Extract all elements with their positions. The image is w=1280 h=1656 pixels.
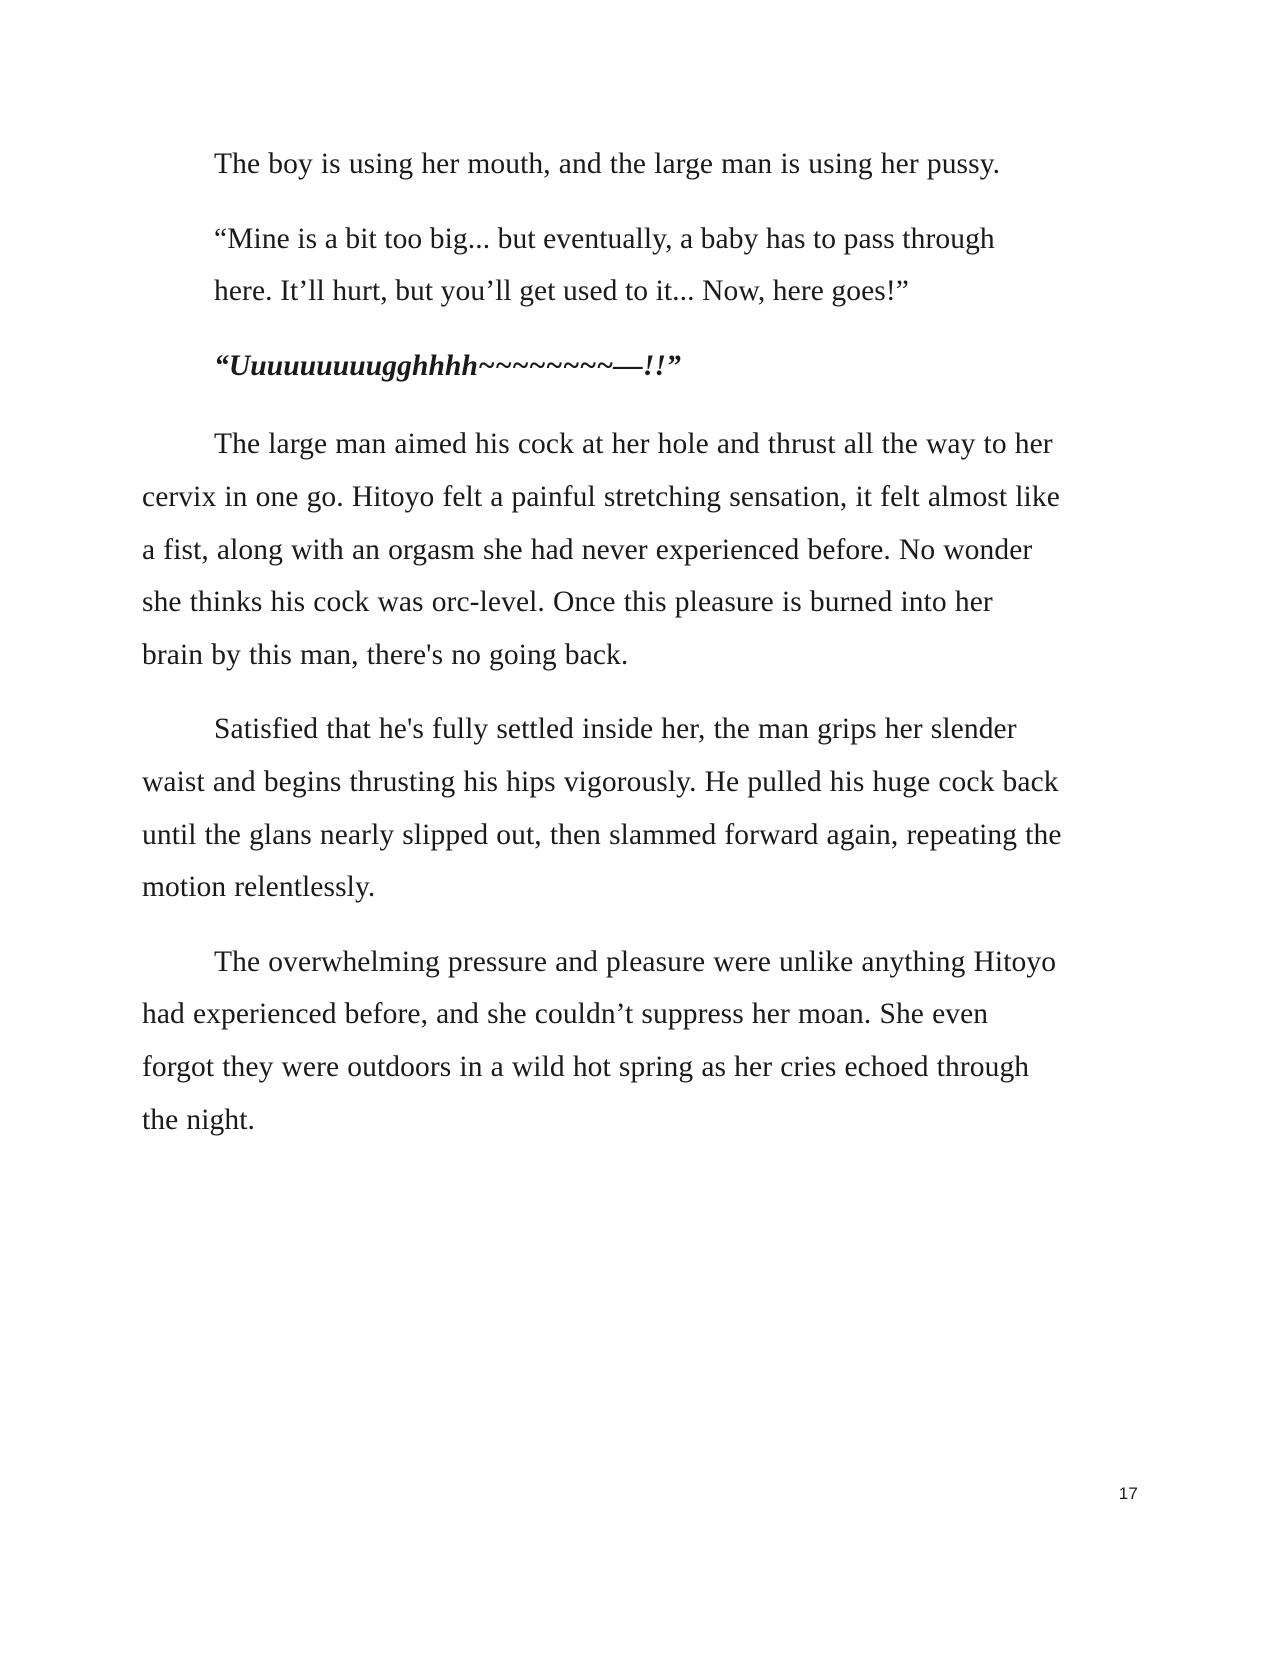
paragraph-2: The large man aimed his cock at her hole and thrust all the way to her cervix in one go. Hitoyo felt a painful stretching sensation, it felt almost like a fist, along with an orgasm she had never experienced before. No wonder she thinks his cock was orc-level. Once this pleasure is burned into her brain by this man, there's no going back.: [142, 428, 1060, 671]
paragraph-1: The boy is using her mouth, and the large man is using her pussy.: [214, 148, 1001, 180]
page-number: 17: [1118, 1484, 1138, 1503]
paragraph-4: The overwhelming pressure and pleasure were unlike anything Hitoyo had experienced before, and she couldn’t suppress her moan. She even forgot they were outdoors in a wild hot spring as her cries echoed through the night.: [142, 945, 1057, 1136]
dialogue-paragraph-1: “Mine is a bit too big... but eventually, a baby has to pass through here. It’ll hurt, but you’ll get used to it... Now, here goes!”: [214, 222, 995, 308]
page-text-column: [142, 138, 1062, 1168]
paragraph-3: Satisfied that he's fully settled inside her, the man grips her slender waist and begins thrusting his hips vigorously. He pulled his huge cock back until the glans nearly slipped out, then slammed forward again, repeating the motion relentlessly.: [142, 713, 1062, 904]
emphasised-moan-line: “Uuuuuuuuugghhhh~~~~~~~~—!!”: [214, 349, 681, 382]
